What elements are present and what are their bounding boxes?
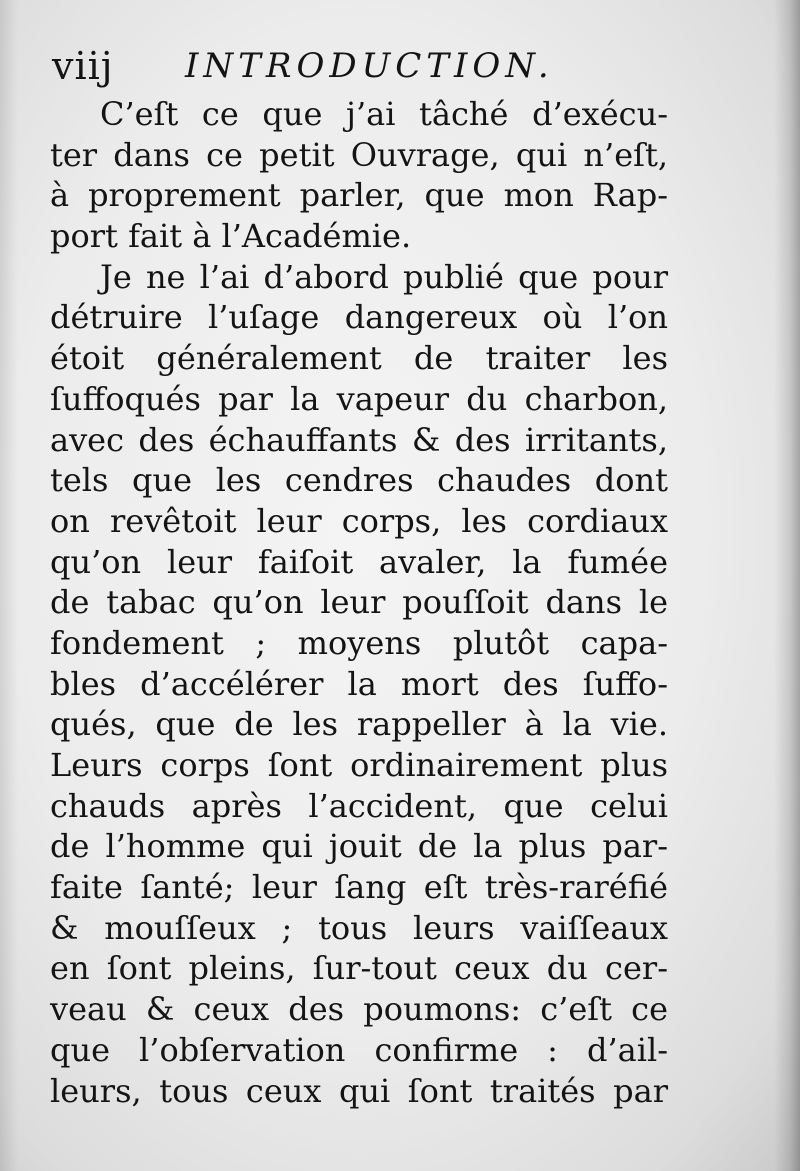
text-line: Leurs corps ſont ordinairement plus	[50, 746, 668, 784]
text-line: on revêtoit leur corps, les cordiaux	[50, 501, 668, 540]
text-line: tels que les cendres chaudes dont	[50, 461, 668, 500]
text-line: leurs, tous ceux qui ſont traités par	[50, 1071, 668, 1110]
page-number: viij	[52, 44, 114, 88]
text-line: de l’homme qui jouit de la plus par-	[50, 827, 668, 866]
text-line: chauds après l’accident, que celui	[50, 786, 668, 825]
text-line: fondement ; moyens plutôt capa-	[50, 623, 668, 662]
text-line: qués, que de les rappeller à la vie.	[50, 705, 668, 744]
text-line: avec des échauffants & des irritants,	[50, 420, 668, 459]
text-line: à proprement parler, que mon Rap-	[50, 176, 668, 215]
page-right-shadow	[774, 0, 800, 1171]
text-line: en ſont pleins, ſur-tout ceux du cer-	[50, 949, 668, 988]
text-line: étoit généralement de traiter les	[50, 339, 668, 378]
text-line: que l’obſervation confirme : d’ail-	[50, 1030, 668, 1069]
text-line: port fait à l’Académie.	[50, 217, 412, 256]
section-title: INTRODUCTION.	[185, 46, 554, 86]
text-body	[50, 94, 668, 1111]
page-left-shadow	[0, 0, 18, 1171]
text-line: faite ſanté; leur ſang eſt très-raréfié	[50, 868, 668, 907]
running-head	[52, 36, 692, 96]
text-line: qu’on leur faiſoit avaler, la fumée	[50, 542, 668, 581]
text-line: & mouſſeux ; tous leurs vaiſſeaux	[50, 908, 668, 947]
text-line: veau & ceux des poumons: c’eſt ce	[50, 990, 668, 1029]
text-line: C’eſt ce que j’ai tâché d’exécu-	[100, 95, 668, 133]
text-line: bles d’accélérer la mort des ſuffo-	[50, 664, 668, 703]
text-line: Je ne l’ai d’abord publié que pour	[100, 257, 668, 296]
text-line: ter dans ce petit Ouvrage, qui n’eſt,	[50, 135, 668, 174]
text-line: détruire l’uſage dangereux où l’on	[50, 298, 668, 337]
text-line: de tabac qu’on leur pouſſoit dans le	[50, 583, 668, 622]
text-line: ſuffoqués par la vapeur du charbon,	[50, 379, 668, 418]
